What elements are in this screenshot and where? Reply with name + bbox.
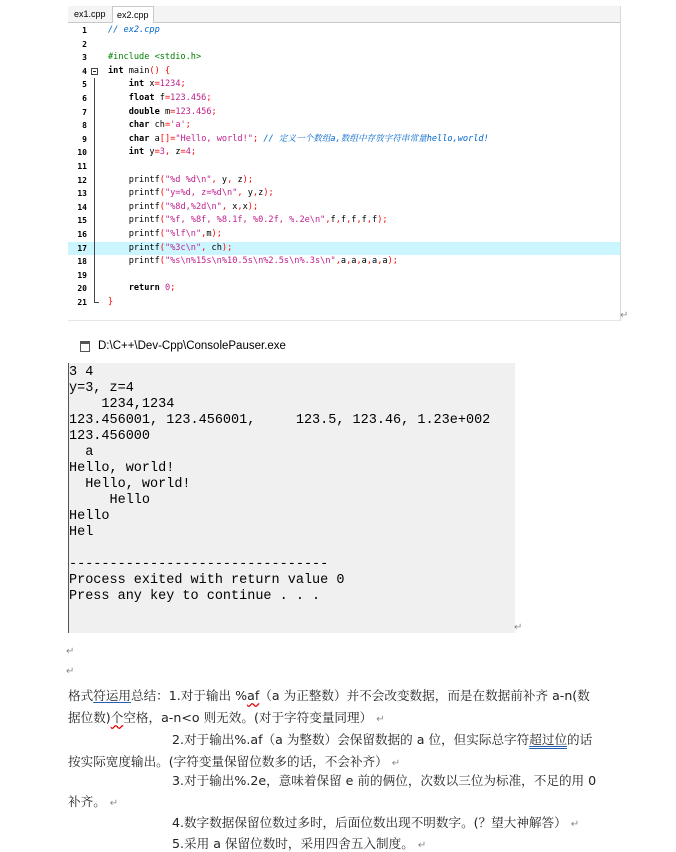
code-line[interactable] <box>68 228 620 242</box>
line-number: 13 <box>77 189 87 199</box>
fold-gutter <box>90 24 100 38</box>
code-text: // ex2.cpp <box>108 25 160 35</box>
line-number: 20 <box>77 284 87 294</box>
code-text: #include <stdio.h> <box>108 52 202 63</box>
line-number: 10 <box>77 148 87 158</box>
console-line: Process exited with return value 0 <box>69 573 345 588</box>
line-number: 15 <box>77 216 87 226</box>
text-run: 的话 <box>567 732 593 747</box>
fold-collapse-icon[interactable] <box>90 65 100 79</box>
code-line[interactable] <box>68 119 620 133</box>
code-text: double m=123.456; <box>128 106 217 117</box>
console-line: Hello, world! <box>69 461 175 476</box>
line-number: 3 <box>82 53 87 63</box>
code-text: } <box>108 297 114 307</box>
code-text: printf("%d %d\n", y, z); <box>128 174 254 185</box>
line-number: 18 <box>77 257 87 267</box>
fold-guide <box>90 106 100 120</box>
console-line: Hello, world! <box>69 477 191 492</box>
code-text: int main() { <box>108 65 171 76</box>
text-run: 总结：1.对于输出 % <box>130 688 248 703</box>
code-line[interactable] <box>68 296 620 310</box>
fold-guide <box>90 160 100 174</box>
summary-line-5: 3.对于输出%.2e，意味着保留 e 前的俩位，次数以三位为标准，不足的用 0 <box>172 773 597 788</box>
line-number: 7 <box>82 107 87 117</box>
console-title: D:\C++\Dev-Cpp\ConsolePauser.exe <box>98 340 286 352</box>
text-run: 个 <box>110 710 124 725</box>
fold-end-guide <box>90 296 100 310</box>
fold-guide <box>90 174 100 188</box>
paragraph-mark: ↵ <box>570 819 580 830</box>
text-run: 5.采用 a 保留位数时，采用四舍五入制度。 <box>172 836 414 851</box>
console-line: -------------------------------- <box>69 557 329 572</box>
line-number: 2 <box>82 39 87 49</box>
fold-guide <box>90 282 100 296</box>
console-title-bar <box>68 335 514 359</box>
paragraph-mark: ↵ <box>376 714 385 725</box>
code-line[interactable] <box>68 174 620 188</box>
code-line[interactable] <box>68 133 620 147</box>
code-line[interactable] <box>68 78 620 92</box>
line-number: 1 <box>82 26 87 35</box>
console-line: Hello <box>69 493 151 508</box>
summary-line-3 <box>172 729 592 748</box>
code-line[interactable] <box>68 282 620 296</box>
summary-line-6 <box>68 791 118 810</box>
code-text: printf("%3c\n", ch); <box>128 242 233 253</box>
paragraph-mark: ↵ <box>417 840 427 851</box>
editor-tab-bar <box>68 6 620 23</box>
fold-gutter <box>90 51 100 65</box>
line-number: 11 <box>77 162 87 171</box>
code-line[interactable] <box>68 187 620 201</box>
text-run: 格式 <box>68 688 94 703</box>
line-number: 6 <box>82 94 87 103</box>
fold-guide <box>90 119 100 133</box>
text-run: 2.对于输出%.af（a 为整数）会保留数据的 a 位，但实际总字符 <box>172 732 530 747</box>
console-window-icon <box>80 341 90 352</box>
code-text: char ch='a'; <box>128 120 191 131</box>
text-run: 空格，a-n<o 则无效。(对于字符变量同理） <box>123 710 373 725</box>
text-run: 按实际宽度输出。(字符变量保留位数多的话，不会补齐） <box>68 754 388 769</box>
code-text: int y=3, z=4; <box>128 147 197 158</box>
fold-guide <box>90 78 100 92</box>
summary-line-1 <box>68 685 590 704</box>
paragraph-mark: ↵ <box>66 646 75 657</box>
paragraph-mark: ↵ <box>620 310 629 321</box>
line-number: 16 <box>77 230 87 239</box>
code-text: printf("%8d,%2d\n", x,x); <box>128 201 259 212</box>
code-line[interactable] <box>68 160 620 174</box>
console-line: Hel <box>69 525 94 540</box>
fold-guide <box>90 242 100 256</box>
summary-line-7 <box>172 812 579 831</box>
code-text: printf("%lf\n",m); <box>128 229 222 239</box>
console-line: y=3, z=4 <box>69 381 134 396</box>
code-text: char a[]="Hello, world!"; // 定义一个数组a,数组中存放字符串常量hello,world! <box>128 133 489 144</box>
console-line: 123.456001, 123.456001, 123.5, 123.46, 1.23e+002 <box>69 413 491 428</box>
text-run: 4.数字数据保留位数过多时，后面位数出现不明数字。(？望大神解答） <box>172 815 567 830</box>
console-line: Press any key to continue . . . <box>69 589 321 604</box>
code-line[interactable] <box>68 269 620 283</box>
console-line: a <box>69 445 94 460</box>
code-line[interactable] <box>68 255 620 269</box>
code-line[interactable] <box>68 51 620 65</box>
paragraph-mark: ↵ <box>514 622 523 633</box>
line-number: 5 <box>82 80 87 90</box>
line-number: 14 <box>77 202 87 212</box>
text-run: 据位数) <box>68 710 111 725</box>
line-number: 12 <box>77 175 87 185</box>
line-number: 9 <box>82 134 87 144</box>
code-line[interactable] <box>68 38 620 52</box>
text-run: af <box>247 688 260 703</box>
line-number: 21 <box>77 298 87 307</box>
fold-guide <box>90 269 100 283</box>
text-run: 补齐。 <box>68 794 106 809</box>
fold-guide <box>90 92 100 106</box>
console-line: 123.456000 <box>69 429 151 444</box>
fold-guide <box>90 255 100 269</box>
summary-line-2 <box>68 707 385 726</box>
code-text: int x=1234; <box>128 79 186 90</box>
console-output <box>68 363 515 633</box>
line-number: 19 <box>77 270 87 280</box>
fold-guide <box>90 133 100 147</box>
code-line[interactable] <box>68 106 620 120</box>
summary-line-4 <box>68 751 400 770</box>
console-line: 3 4 <box>69 365 94 380</box>
paragraph-mark: ↵ <box>391 758 401 769</box>
fold-gutter <box>90 38 100 52</box>
tab-ex1-cpp[interactable]: ex1.cpp <box>74 9 106 19</box>
code-line[interactable] <box>68 242 620 256</box>
code-text: printf("%s\n%15s\n%10.5s\n%2.5s\n%.3s\n",a,a,a,a,a); <box>128 256 398 267</box>
code-line[interactable] <box>68 92 620 106</box>
summary-line-8 <box>172 833 426 852</box>
line-number: 4 <box>82 66 87 76</box>
paragraph-mark: ↵ <box>109 798 119 809</box>
fold-guide <box>90 146 100 160</box>
console-line: 1234,1234 <box>69 397 175 412</box>
code-editor-screenshot <box>68 6 621 321</box>
fold-guide <box>90 187 100 201</box>
code-text: printf("%f, %8f, %8.1f, %0.2f, %.2e\n",f,f,f,f,f); <box>128 215 388 226</box>
code-line[interactable] <box>68 24 620 38</box>
fold-guide <box>90 214 100 228</box>
text-run: 符运用 <box>93 688 131 703</box>
console-line: Hello <box>69 509 110 524</box>
code-line[interactable] <box>68 146 620 160</box>
fold-guide <box>90 228 100 242</box>
fold-guide <box>90 201 100 215</box>
text-run: （a 为正整数）并不会改变数据，而是在数据前补齐 a-n(数 <box>259 688 590 703</box>
line-number: 17 <box>77 243 87 253</box>
code-text: float f=123.456; <box>128 93 212 103</box>
tab-ex2-cpp[interactable]: ex2.cpp <box>112 6 154 23</box>
code-line[interactable] <box>68 214 620 228</box>
code-line[interactable] <box>68 65 620 79</box>
code-text: printf("y=%d, z=%d\n", y,z); <box>128 188 274 199</box>
text-run: 超过位 <box>529 732 568 747</box>
paragraph-mark: ↵ <box>66 666 75 677</box>
line-number: 8 <box>82 121 87 131</box>
code-line[interactable] <box>68 201 620 215</box>
code-text: return 0; <box>128 283 176 294</box>
